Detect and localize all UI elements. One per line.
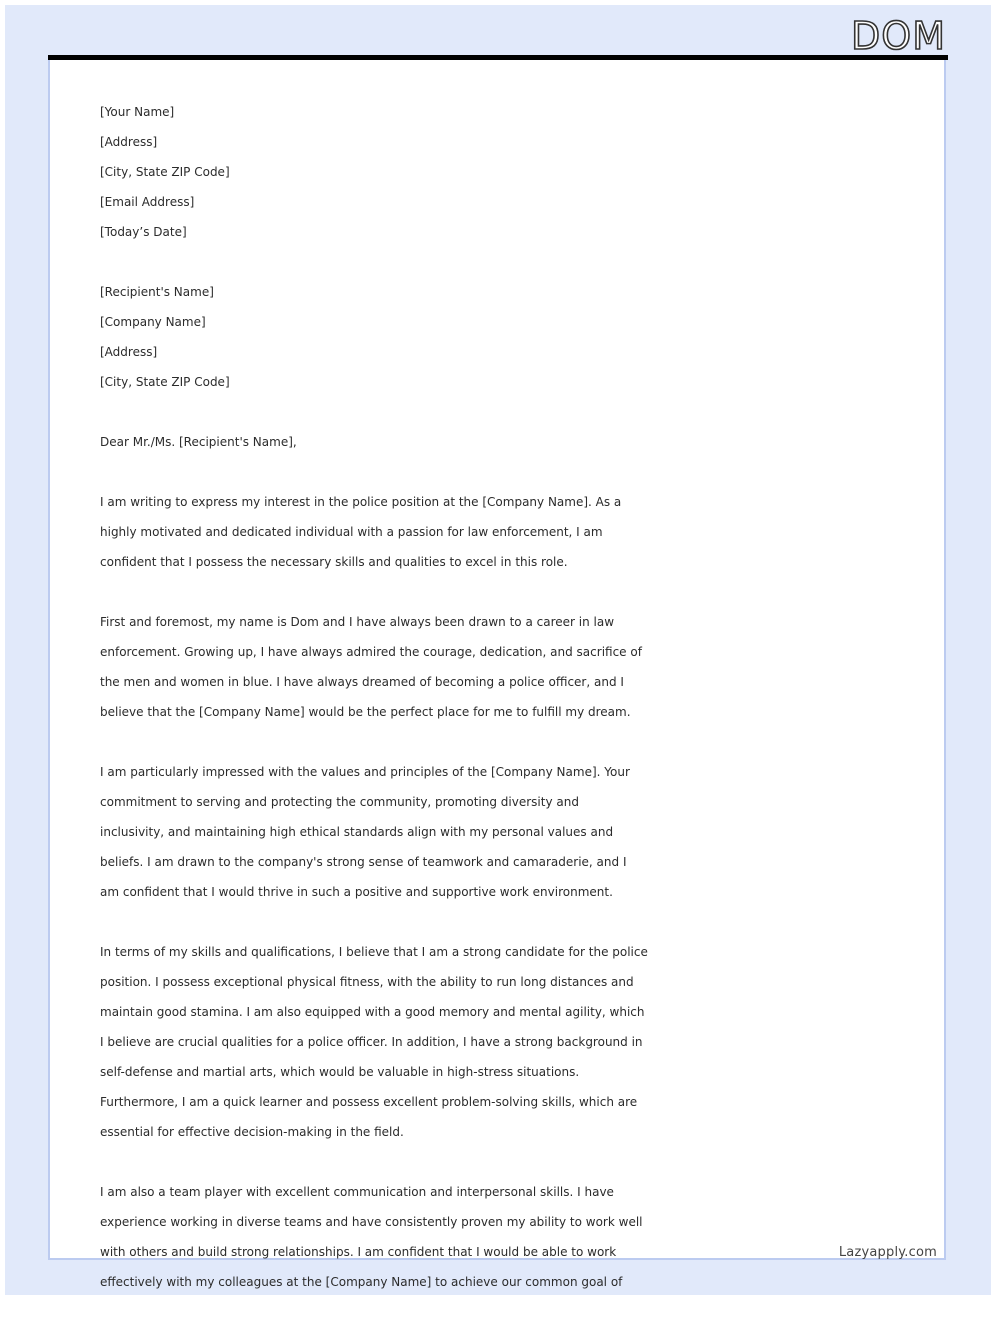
sender-block	[100, 97, 900, 247]
paragraph-line: position. I possess exceptional physical fitness, with the ability to run long distances and	[100, 975, 634, 989]
paragraph-line: I am writing to express my interest in the police position at the [Company Name]. As a	[100, 495, 622, 509]
recipient-block	[100, 277, 900, 397]
paragraph-line: inclusivity, and maintaining high ethical standards align with my personal values and	[100, 825, 614, 839]
salutation: Dear Mr./Ms. [Recipient's Name],	[100, 435, 297, 449]
recipient-address: [Address]	[100, 345, 158, 359]
sender-email: [Email Address]	[100, 195, 195, 209]
paragraph-line: I believe are crucial qualities for a police officer. In addition, I have a strong background in	[100, 1035, 643, 1049]
paragraph-background	[100, 607, 900, 727]
paragraph-line: essential for effective decision-making in the field.	[100, 1125, 404, 1139]
sender-name: [Your Name]	[100, 105, 175, 119]
paragraph-line: the men and women in blue. I have always dreamed of becoming a police officer, and I	[100, 675, 624, 689]
watermark-text: Lazyapply.com	[838, 1245, 937, 1260]
paragraph-line: self-defense and martial arts, which would be valuable in high-stress situations.	[100, 1065, 580, 1079]
paragraph-line: In terms of my skills and qualifications, I believe that I am a strong candidate for the police	[100, 945, 648, 959]
recipient-name: [Recipient's Name]	[100, 285, 214, 299]
recipient-city: [City, State ZIP Code]	[100, 375, 230, 389]
paragraph-line: highly motivated and dedicated individual with a passion for law enforcement, I am	[100, 525, 603, 539]
paragraph-line: experience working in diverse teams and have consistently proven my ability to work well	[100, 1215, 643, 1229]
paragraph-line: commitment to serving and protecting the community, promoting diversity and	[100, 795, 579, 809]
paragraph-line: enforcement. Growing up, I have always admired the courage, dedication, and sacrifice of	[100, 645, 642, 659]
paragraph-line: Furthermore, I am a quick learner and possess excellent problem-solving skills, which are	[100, 1095, 638, 1109]
paragraph-intro	[100, 487, 900, 577]
paragraph-line: with others and build strong relationships. I am confident that I would be able to work	[100, 1245, 617, 1259]
paragraph-line: maintain good stamina. I am also equipped with a good memory and mental agility, which	[100, 1005, 645, 1019]
paragraph-line: confident that I possess the necessary skills and qualities to excel in this role.	[100, 555, 568, 569]
sender-city: [City, State ZIP Code]	[100, 165, 230, 179]
paragraph-line: I am particularly impressed with the values and principles of the [Company Name]. Your	[100, 765, 630, 779]
paragraph-line: beliefs. I am drawn to the company's strong sense of teamwork and camaraderie, and I	[100, 855, 627, 869]
paragraph-line: First and foremost, my name is Dom and I have always been drawn to a career in law	[100, 615, 615, 629]
paragraph-line: effectively with my colleagues at the [Company Name] to achieve our common goal of	[100, 1275, 623, 1289]
recipient-company: [Company Name]	[100, 315, 206, 329]
cover-letter-body	[100, 97, 900, 1327]
letter-date: [Today’s Date]	[100, 225, 187, 239]
dom-logo: DOM	[851, 14, 946, 58]
header-rule	[48, 55, 948, 60]
paragraph-line: believe that the [Company Name] would be the perfect place for me to fulfill my dream.	[100, 705, 631, 719]
sender-address: [Address]	[100, 135, 158, 149]
paragraph-line: am confident that I would thrive in such a positive and supportive work environment.	[100, 885, 613, 899]
paragraph-teamwork	[100, 1177, 900, 1297]
paragraph-values	[100, 757, 900, 907]
paragraph-line: I am also a team player with excellent communication and interpersonal skills. I have	[100, 1185, 614, 1199]
paragraph-skills	[100, 937, 900, 1147]
